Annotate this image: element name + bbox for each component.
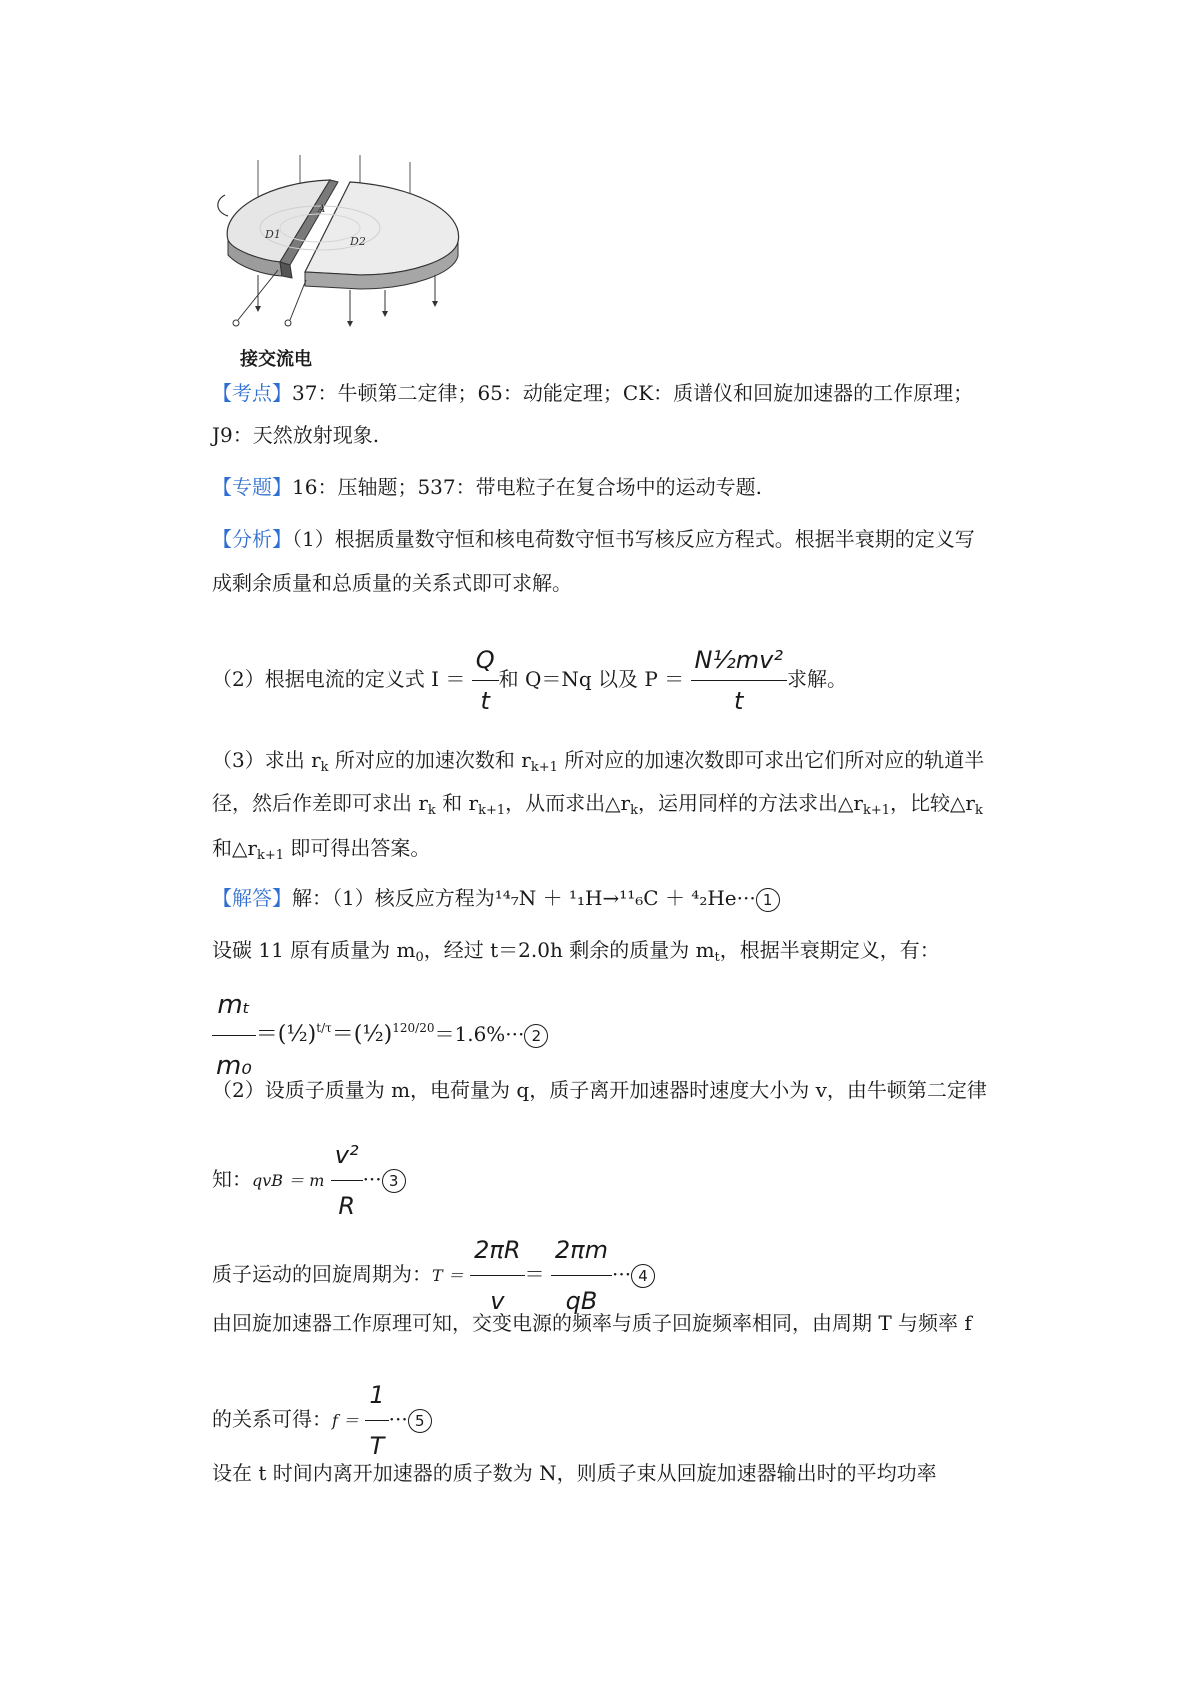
jieda-tag: 【解答】 bbox=[212, 886, 292, 910]
kaodian-line-1 bbox=[212, 378, 973, 408]
d1-label: D1 bbox=[265, 228, 281, 241]
zhuanti-line bbox=[212, 472, 762, 502]
a-label: A bbox=[318, 204, 326, 215]
jieda-line-4: 知：qvB ＝ m $\frac{\text{v²}}{R}$ ··· 3 bbox=[212, 1130, 406, 1231]
period-fraction-2: $\frac{2\pi m}{qB}$ bbox=[551, 1225, 612, 1326]
zhuanti-tag: 【专题】 bbox=[212, 475, 292, 499]
fenxi-line-1 bbox=[212, 524, 975, 554]
eq-marker-2: 2 bbox=[524, 1024, 548, 1048]
frequency-fraction: $\frac{1}{T}$ bbox=[365, 1370, 388, 1471]
fenxi-line-3 bbox=[212, 640, 847, 721]
kaodian-line-2: J9：天然放射现象. bbox=[212, 423, 380, 447]
d2-label: D2 bbox=[350, 235, 366, 248]
fenxi-line-4: （3）求出 $r_k$ 所对应的加速次数和 $r_{k+1}$ 所对应的加速次数即可求出它们所对应的轨道半 bbox=[212, 748, 985, 775]
half-life-equation: $\frac{\text{mₜ}}{\text{m₀}}$ ＝(½)$^{t/\tau}$＝(½)$^{120/20}$＝1.6%··· 2 bbox=[212, 975, 548, 1096]
fenxi-p2-mid: 和 Q＝Nq 以及 P ＝ bbox=[498, 667, 685, 691]
fenxi-line-2: 成剩余质量和总质量的关系式即可求解。 bbox=[212, 571, 572, 595]
period-fraction-1: $\frac{2\pi R}{v}$ bbox=[470, 1225, 524, 1326]
power-fraction: $\frac{\text{N½mv²}}{t}$ bbox=[691, 640, 787, 721]
eq-marker-3: 3 bbox=[382, 1169, 406, 1193]
kaodian-tag: 【考点】 bbox=[212, 381, 292, 405]
figure-caption: 接交流电 bbox=[240, 349, 312, 370]
jieda-line-3: （2）设质子质量为 m，电荷量为 q，质子离开加速器时速度大小为 v，由牛顿第二定律 bbox=[212, 1078, 987, 1102]
centripetal-fraction: $\frac{\text{v²}}{R}$ bbox=[331, 1130, 363, 1231]
fenxi-line-6: 和$\triangle r_{k+1}$ 即可得出答案。 bbox=[212, 836, 431, 863]
jieda-line-5: 质子运动的回旋周期为：T ＝ $\frac{2\pi R}{v}$ ＝ $\frac{2\pi m}{qB}$ ··· 4 bbox=[212, 1225, 655, 1326]
fenxi-p1a: （1）根据质量数守恒和核电荷数守恒书写核反应方程式。根据半衰期的定义写 bbox=[292, 527, 975, 551]
zhuanti-text: 16：压轴题；537：带电粒子在复合场中的运动专题. bbox=[292, 475, 762, 499]
jieda-line-8: 设在 t 时间内离开加速器的质子数为 N，则质子束从回旋加速器输出时的平均功率 bbox=[212, 1461, 937, 1485]
fenxi-p2-pre: （2）根据电流的定义式 I ＝ bbox=[212, 667, 466, 691]
nuclear-reaction: ¹⁴₇N ＋ ¹₁H→¹¹₆C ＋ ⁴₂He··· bbox=[494, 886, 756, 910]
eq-marker-1: 1 bbox=[756, 888, 780, 912]
eq-marker-4: 4 bbox=[631, 1264, 655, 1288]
jieda-line-1: 【解答】解：（1）核反应方程为¹⁴₇N ＋ ¹₁H→¹¹₆C ＋ ⁴₂He··· 1 bbox=[212, 883, 780, 913]
fenxi-tag: 【分析】 bbox=[212, 527, 292, 551]
jieda-line-6: 由回旋加速器工作原理可知，交变电源的频率与质子回旋频率相同，由周期 T 与频率 f bbox=[212, 1311, 972, 1335]
cyclotron-diagram bbox=[210, 150, 470, 370]
mass-ratio-fraction: $\frac{\text{mₜ}}{\text{m₀}}$ bbox=[212, 975, 256, 1096]
kaodian-text-1: 37：牛顿第二定律；65：动能定理；CK：质谱仪和回旋加速器的工作原理； bbox=[292, 381, 974, 405]
jieda-line-7: 的关系可得：f ＝ $\frac{1}{T}$ ··· 5 bbox=[212, 1370, 432, 1471]
fenxi-p2-post: 求解。 bbox=[786, 667, 847, 691]
current-fraction: $\frac{Q}{t}$ bbox=[472, 640, 499, 721]
eq-marker-5: 5 bbox=[408, 1409, 432, 1433]
jieda-line-2: 设碳 11 原有质量为 $m_0$，经过 t＝2.0h 剩余的质量为 $m_t$，根据半衰期定义，有： bbox=[212, 938, 940, 965]
fenxi-line-5: 径，然后作差即可求出 $r_k$ 和 $r_{k+1}$，从而求出$\triangle r_k$，运用同样的方法求出$\triangle r_{k+1}$，比较$\triangle r_k$ bbox=[212, 791, 983, 818]
